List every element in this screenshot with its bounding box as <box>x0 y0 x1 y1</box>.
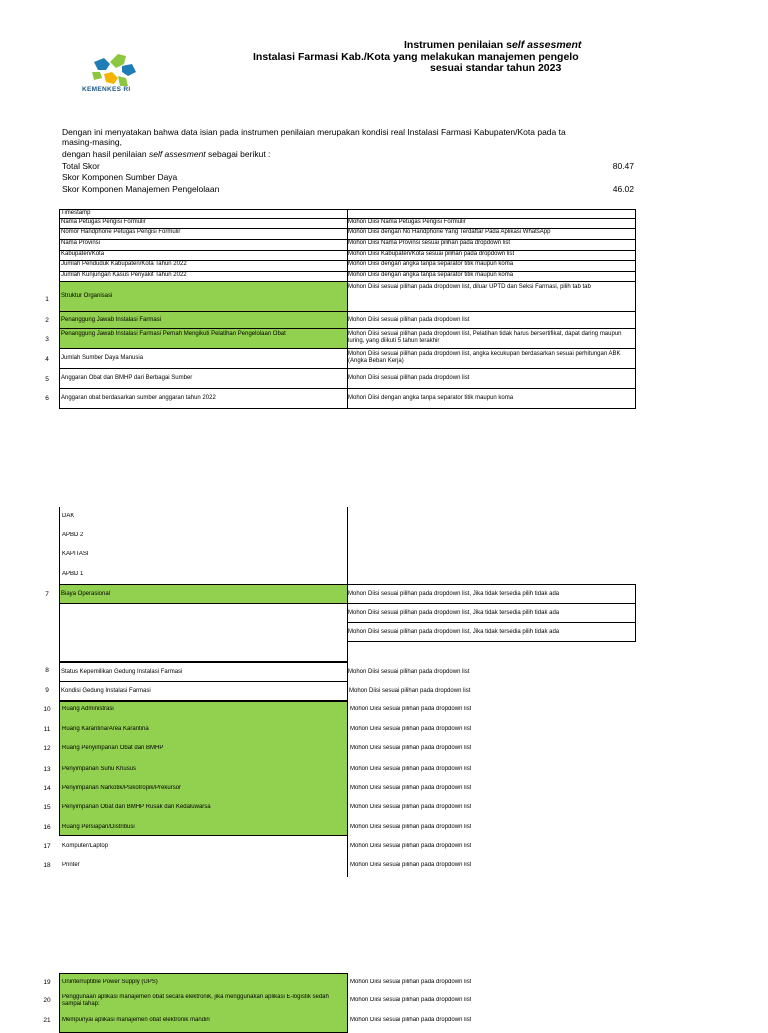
table-row-label: Jumlah Kunjungan Kasus Penyakit Tahun 2022 <box>59 272 348 282</box>
table-row-label: Ruang Administrasi <box>62 706 114 712</box>
row-number: 7 <box>45 591 49 598</box>
mgmt-score-label: Skor Komponen Manajemen Pengelolaan <box>62 184 220 194</box>
table-row-label: Mempunyai aplikasi manajemen obat elektronik mandiri <box>62 1017 210 1023</box>
table-row-desc[interactable]: Mohon Diisi sesuai pilihan pada dropdown list <box>350 979 472 985</box>
row-number: 2 <box>45 317 49 324</box>
intro-line2: masing-masing, <box>62 137 122 147</box>
row-number: 12 <box>43 745 51 752</box>
row-number: 5 <box>45 376 49 383</box>
table-row-label: Nama Provinsi <box>59 240 348 251</box>
row-number: 9 <box>45 687 49 694</box>
table-row-desc[interactable]: Mohon Diisi sesuai pilihan pada dropdown list <box>350 766 472 772</box>
row-number: 21 <box>43 1017 51 1024</box>
table-row-desc[interactable]: Mohon Diisi sesuai pilihan pada dropdown list, Pelatihan tidak harus bersertifikat, dapat daring maupun luring, yang diikuti 5 tahun terakhir <box>347 329 636 349</box>
source-dak: DAK <box>62 513 75 519</box>
row-number: 8 <box>45 667 49 674</box>
table-row-label: Status Kepemilikan Gedung Instalasi Farmasi <box>59 662 348 682</box>
table-row-label: Biaya Operasional <box>59 584 348 604</box>
table-row-desc[interactable]: Mohon Diisi Nama Petugas Pengisi Formulir <box>347 219 636 229</box>
table-row-desc[interactable]: Mohon Diisi sesuai pilihan pada dropdown list <box>350 804 472 810</box>
table-row-desc[interactable]: Mohon Diisi sesuai pilihan pada dropdown list, diluar UPTD dan Seksi Farmasi, pilih tab tab <box>347 282 636 312</box>
table-row-label: Penyimpanan Obat dan BMHP Rusak dan Kedaluwarsa <box>62 804 211 810</box>
row-number: 17 <box>43 843 51 850</box>
table-row-label: Ruang Karantina/Area Karantina <box>62 726 149 732</box>
row-number: 6 <box>45 395 49 402</box>
table-row-label: Anggaran obat berdasarkan sumber anggaran tahun 2022 <box>59 389 348 409</box>
table-row-desc[interactable]: Mohon Diisi sesuai pilihan pada dropdown list <box>348 668 470 675</box>
table-row-desc[interactable]: Mohon Diisi sesuai pilihan pada dropdown list <box>350 745 472 751</box>
table-row-desc[interactable]: Mohon Diisi sesuai pilihan pada dropdown list <box>350 824 472 830</box>
page-title-line3: sesuai standar tahun 2023 <box>430 62 562 74</box>
table-row-label: Jumlah Penduduk Kabupaten/Kota Tahun 2022 <box>59 261 348 272</box>
table-row-desc[interactable]: Mohon Diisi sesuai pilihan pada dropdown list <box>347 312 636 329</box>
total-score-value: 80.47 <box>612 161 634 171</box>
table-row-label: Penyimpanan Narkotik/Psikotropik/Prekursor <box>62 785 182 791</box>
table-row-desc[interactable]: Mohon Diisi sesuai pilihan pada dropdown list <box>350 1017 472 1023</box>
table-row-desc[interactable]: Mohon Diisi sesuai pilihan pada dropdown list <box>350 706 472 712</box>
row-number: 16 <box>43 824 51 831</box>
table-row-label: Timestamp <box>59 209 348 219</box>
table-row-label: Anggaran Obat dan BMHP dari Berbagai Sumber <box>59 369 348 389</box>
table-row-desc[interactable]: Mohon Diisi sesuai pilihan pada dropdown list <box>350 997 472 1003</box>
row-number: 19 <box>43 979 51 986</box>
table-row-value[interactable] <box>347 209 636 219</box>
mgmt-score-value: 46.02 <box>612 184 634 194</box>
row-number: 3 <box>45 336 49 343</box>
row-number: 15 <box>43 804 51 811</box>
table-row-desc[interactable]: Mohon Diisi Nama Provinsi sesuai pilihan pada dropdown list <box>347 240 636 251</box>
sdm-score-label: Skor Komponen Sumber Daya <box>62 172 178 182</box>
table-row-desc[interactable]: Mohon Diisi sesuai pilihan pada dropdown list <box>347 682 636 701</box>
table-row-label: Uninterruptible Power Supply (UPS) <box>62 979 158 985</box>
row-number: 18 <box>43 862 51 869</box>
total-score-label: Total Skor <box>62 161 100 171</box>
table-row-label: Ruang Penyimpanan Obat dan BMHP <box>62 745 164 751</box>
table-row-label: Penyimpanan Suhu Khusus <box>62 766 137 772</box>
table-row-label: Nama Petugas Pengisi Formulir <box>59 219 348 229</box>
budget-sources-block <box>59 507 348 584</box>
table-row-label: Kabupaten/Kota <box>59 251 348 261</box>
logo-text: KEMENKES RI <box>82 86 131 93</box>
table-row-desc[interactable]: Mohon Diisi sesuai pilihan pada dropdown list <box>350 785 472 791</box>
table-row-label: Ruang Persiapan/Distribusi <box>62 824 135 830</box>
table-row-desc[interactable]: Mohon Diisi dengan angka tanpa separator titik maupun koma <box>347 389 636 409</box>
table-row-desc[interactable]: Mohon Diisi dengan angka tanpa separator titik maupun koma <box>347 261 636 272</box>
row-number: 1 <box>45 296 49 303</box>
table-row-label: Nomor Handphone Petugas Pengisi Formulir <box>59 229 348 240</box>
table-row-desc[interactable]: Mohon Diisi sesuai pilihan pada dropdown list <box>347 369 636 389</box>
table-row-desc[interactable]: Mohon Diisi dengan No Handphone Yang Terdaftar Pada Aplikasi WhatsApp <box>347 229 636 240</box>
row-number: 20 <box>43 997 51 1004</box>
row-number: 11 <box>43 726 51 733</box>
table-row-desc[interactable]: Mohon Diisi sesuai pilihan pada dropdown list <box>350 862 472 868</box>
row-number: 10 <box>43 706 51 713</box>
page-title-line1: Instrumen penilaian self assesment <box>404 39 582 51</box>
row-number: 4 <box>45 356 49 363</box>
table-row-desc[interactable]: Mohon Diisi sesuai pilihan pada dropdown list, Jika tidak tersedia pilih tidak ada <box>347 584 636 604</box>
source-apbd2: APBD 2 <box>62 532 84 538</box>
source-apbd1: APBD 1 <box>62 571 84 577</box>
table-row-desc[interactable]: Mohon Diisi sesuai pilihan pada dropdown list, Jika tidak tersedia pilih tidak ada <box>347 623 636 642</box>
table-row-label: Printer <box>62 862 80 868</box>
table-row-desc[interactable]: Mohon Diisi sesuai pilihan pada dropdown list, angka kecukupan berdasarkan sesuai perhitungan ABK (Angka Beban Kerja) <box>347 349 636 369</box>
source-kapitasi: KAPITASI <box>62 551 89 557</box>
intro-line1: Dengan ini menyatakan bahwa data isian pada instrumen penilaian merupakan kondisi real Instalasi Farmasi Kabupaten/Kota pada ta <box>62 127 566 137</box>
row-number: 13 <box>43 766 51 773</box>
table-row-desc[interactable]: Mohon Diisi sesuai pilihan pada dropdown list <box>350 726 472 732</box>
intro-line3: dengan hasil penilaian self assesment sebagai berikut : <box>62 149 271 159</box>
table-row-desc[interactable]: Mohon Diisi sesuai pilihan pada dropdown list <box>350 843 472 849</box>
table-row-label: Kondisi Gedung Instalasi Farmasi <box>59 682 348 701</box>
row-number: 14 <box>43 785 51 792</box>
table-row-label: Jumlah Sumber Daya Manusia <box>59 349 348 369</box>
table-row-desc[interactable]: Mohon Diisi sesuai pilihan pada dropdown list, Jika tidak tersedia pilih tidak ada <box>347 604 636 623</box>
table-row-desc[interactable]: Mohon Diisi dengan angka tanpa separator titik maupun koma <box>347 272 636 282</box>
table-row-label: Penanggung Jawab Instalasi Farmasi <box>59 312 348 329</box>
table-row-label: Penanggung Jawab Instalasi Farmasi Pernah Mengikuti Pelatihan Pengelolaan Obat <box>59 329 348 349</box>
table-row-desc[interactable]: Mohon Diisi Kabupaten/Kota sesuai pilihan pada dropdown list <box>347 251 636 261</box>
table-row-label-empty <box>59 604 348 662</box>
table-row-label: Komputer/Laptop <box>62 843 109 849</box>
table-row-label: Penggunaan aplikasi manajemen obat secara elektronik, jika menggunakan aplikasi E-logistik sedah sampai tahap: <box>62 994 329 1007</box>
table-row-label: Struktur Organisasi <box>59 282 348 312</box>
page-title-line2: Instalasi Farmasi Kab./Kota yang melakukan manajemen pengelo <box>253 51 579 63</box>
